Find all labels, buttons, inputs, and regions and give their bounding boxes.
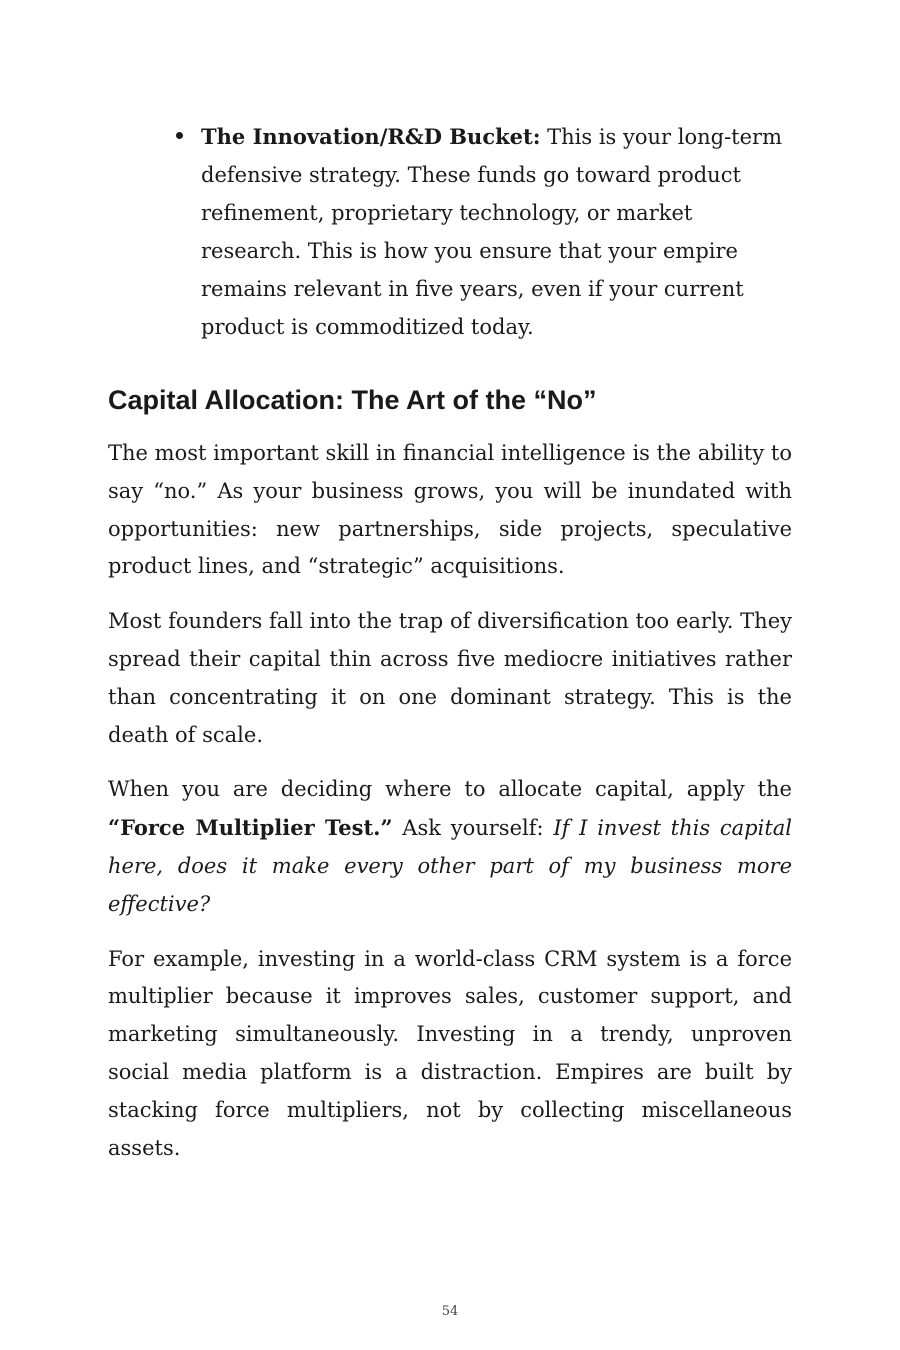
section-heading: Capital Allocation: The Art of the “No” xyxy=(108,385,597,415)
paragraph-3-intro: When you are deciding where to allocate capital, apply the xyxy=(108,777,792,802)
paragraph-4: For example, investing in a world-class CRM system is a force multiplier because it improves sales, customer support, and marketing simultaneously. Investing in a trendy, unproven social media platform is a distraction. Empires are built by stacking force multipliers, not by collecting miscellaneous assets. xyxy=(108,946,792,1160)
bullet-text xyxy=(201,118,790,346)
bullet-body: This is your long-term defensive strategy. These funds go toward product refinement, proprietary technology, or market research. This is how you ensure that your empire remains relevant in five years, even if your current product is commoditized today. xyxy=(201,125,782,339)
section-content xyxy=(108,378,792,1184)
bullet-list-item xyxy=(170,118,790,346)
paragraph-1: The most important skill in financial intelligence is the ability to say “no.” As your business grows, you will be inundated with opportunities: new partnerships, side projects, speculative product lines, and “strategic” acquisitions. xyxy=(108,441,792,579)
page-number: 54 xyxy=(441,1304,459,1319)
paragraph-2: Most founders fall into the trap of diversification too early. They spread their capital thin across five mediocre initiatives rather than concentrating it on one dominant strategy. This is the death of scale. xyxy=(108,609,792,747)
paragraph-3-middle: Ask yourself: xyxy=(392,816,554,841)
bullet-title: The Innovation/R&D Bucket: xyxy=(201,124,541,149)
bullet-dot-icon xyxy=(176,132,183,139)
paragraph-3 xyxy=(108,771,792,923)
force-multiplier-test-term: “Force Multiplier Test.” xyxy=(108,815,393,841)
paragraph-3-question: If I invest this capital here, does it make every other part of my business more effective? xyxy=(108,816,793,916)
